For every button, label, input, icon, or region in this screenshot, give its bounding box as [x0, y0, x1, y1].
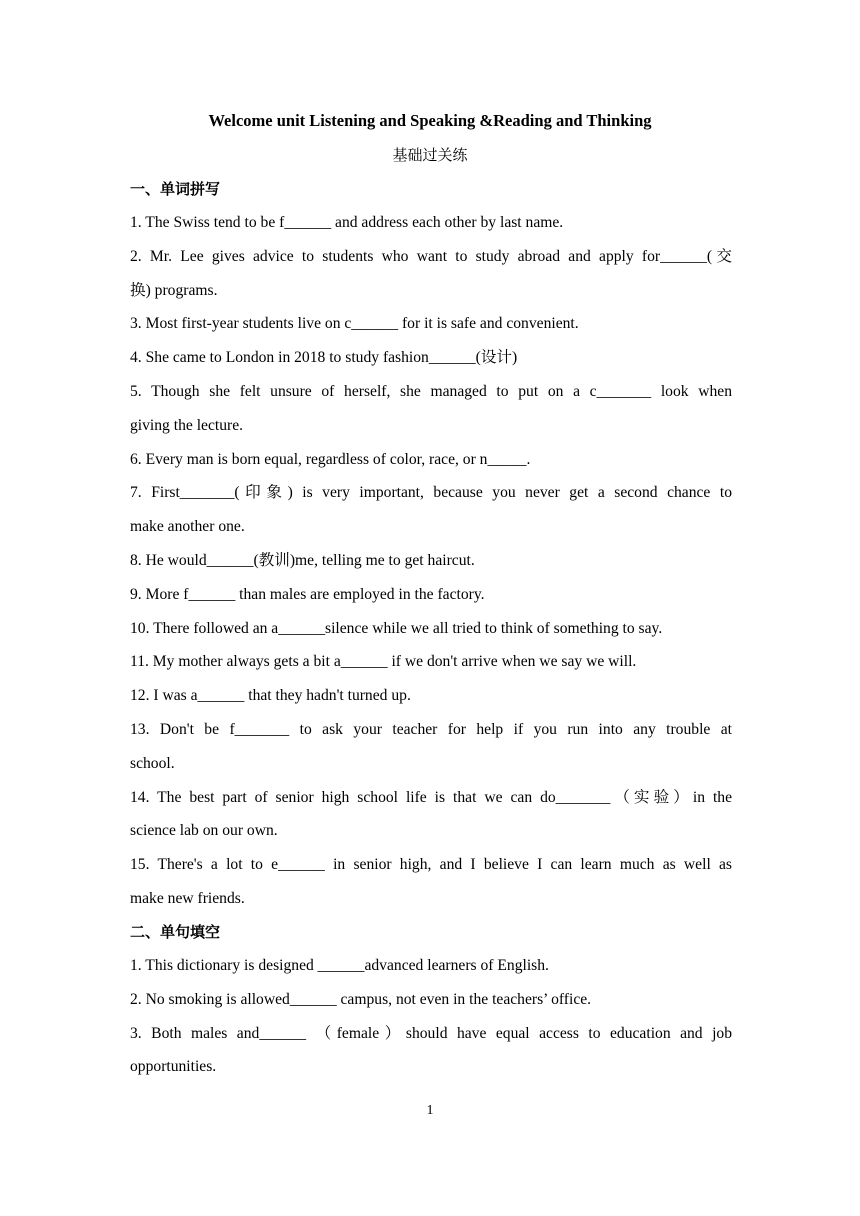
exercise-line: make another one.: [130, 518, 245, 536]
section-spelling-body: [130, 206, 732, 916]
section-fill-blank-body: [130, 949, 732, 1084]
exercise-line: 3. Most first-year students live on c______ for it is safe and convenient.: [130, 315, 579, 333]
exercise-line: 换) programs.: [130, 281, 218, 299]
exercise-line: school.: [130, 754, 175, 772]
exercise-line: 5. Though she felt unsure of herself, she managed to put on a c_______ look when: [130, 382, 732, 400]
section-heading-fill-blank: 二、单句填空: [130, 923, 221, 941]
page-number: 1: [426, 1103, 434, 1118]
exercise-line: 7. First_______(印象) is very important, because you never get a second chance to: [130, 484, 732, 502]
exercise-line: 13. Don't be f_______ to ask your teacher for help if you run into any trouble at: [130, 720, 732, 738]
exercise-line: giving the lecture.: [130, 416, 244, 434]
document-title: Welcome unit Listening and Speaking &Reading and Thinking: [208, 111, 652, 130]
exercise-line: make new friends.: [130, 889, 245, 907]
exercise-line: 2. No smoking is allowed______ campus, not even in the teachers’ office.: [130, 990, 592, 1008]
section-heading-spelling: 一、单词拼写: [130, 180, 221, 198]
exercise-line: 9. More f______ than males are employed in the factory.: [130, 585, 485, 603]
exercise-line: 15. There's a lot to e______ in senior high, and I believe I can learn much as well as: [130, 856, 732, 874]
exercise-line: opportunities.: [130, 1058, 217, 1076]
exercise-line: 2. Mr. Lee gives advice to students who want to study abroad and apply for______(交: [130, 247, 732, 265]
exercise-line: 4. She came to London in 2018 to study fashion______(设计): [130, 349, 518, 367]
exercise-line: 14. The best part of senior high school life is that we can do_______（实验）in the: [130, 788, 732, 806]
exercise-line: 10. There followed an a______silence while we all tried to think of something to say.: [130, 619, 663, 637]
exercise-line: 8. He would______(教训)me, telling me to get haircut.: [130, 551, 475, 569]
exercise-line: 12. I was a______ that they hadn't turned up.: [130, 687, 411, 705]
exercise-line: 1. The Swiss tend to be f______ and address each other by last name.: [130, 214, 564, 231]
document-subtitle: 基础过关练: [392, 146, 468, 164]
exercise-line: 3. Both males and______ （female）should have equal access to education and job: [130, 1024, 732, 1042]
exercise-line: 1. This dictionary is designed ______advanced learners of English.: [130, 957, 549, 974]
exercise-line: science lab on our own.: [130, 822, 278, 840]
exercise-line: 6. Every man is born equal, regardless of color, race, or n_____.: [130, 450, 531, 468]
exercise-line: 11. My mother always gets a bit a______ if we don't arrive when we say we will.: [130, 653, 637, 671]
